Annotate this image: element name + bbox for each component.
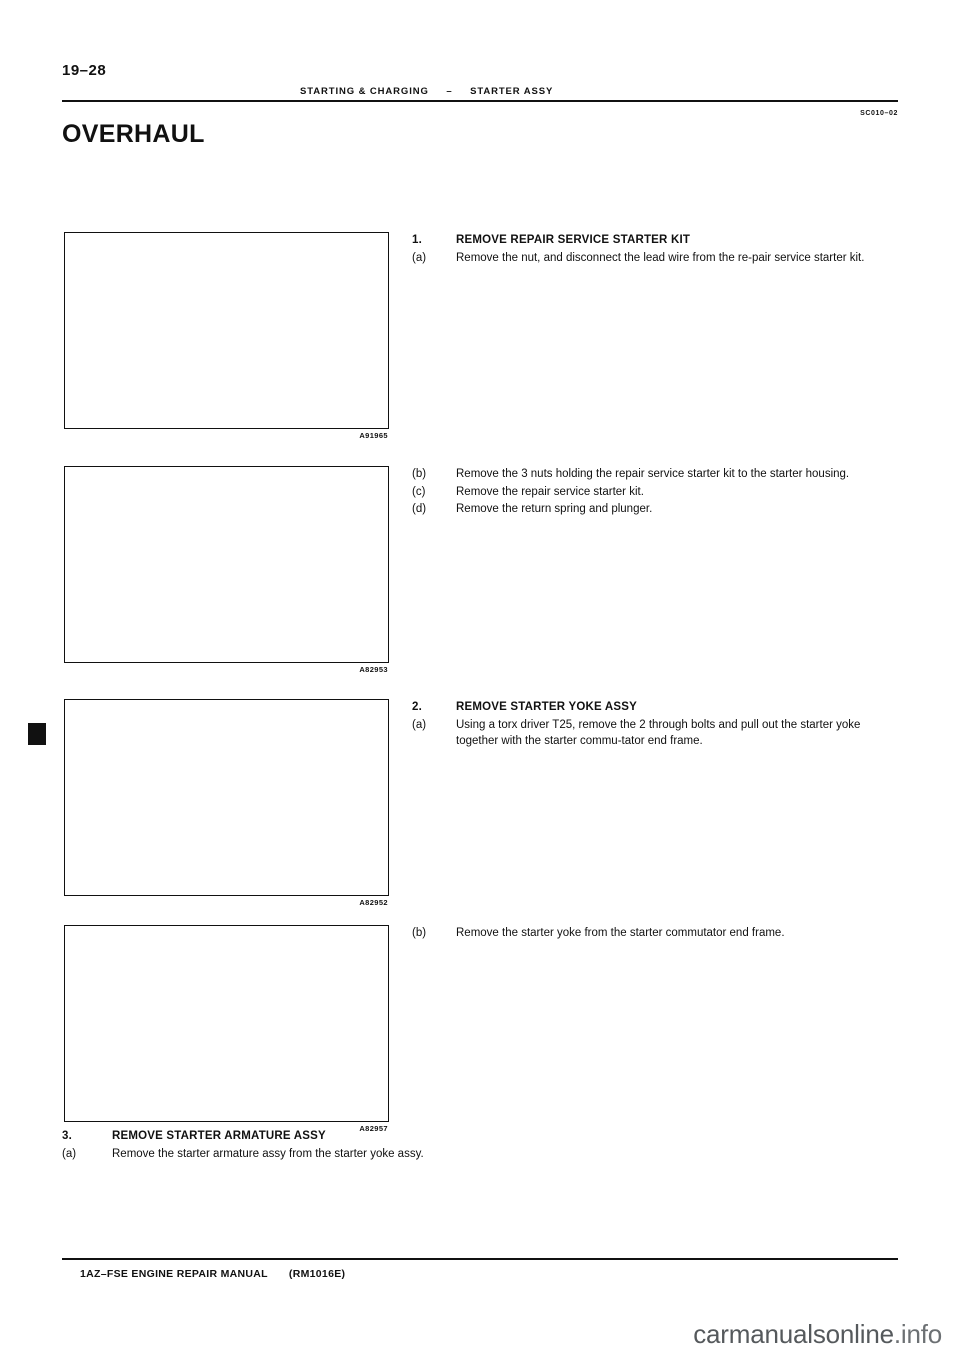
figure-torx-driver-through-bolts <box>64 699 389 907</box>
header-divider <box>62 100 898 102</box>
step-heading: REMOVE STARTER YOKE ASSY <box>456 701 637 713</box>
step-group-5 <box>62 1128 898 1163</box>
step-item-label: (c) <box>412 485 426 498</box>
header-breadcrumb <box>300 86 553 97</box>
step-item-row <box>412 466 898 483</box>
figure-id: A82953 <box>359 665 388 674</box>
step-item-label: (b) <box>412 927 427 939</box>
step-item-row <box>412 501 898 518</box>
step-item-text: Remove the nut, and disconnect the lead wire from the re-pair service starter kit. <box>456 251 865 264</box>
step-heading-row <box>412 699 898 716</box>
step-item-label: (b) <box>412 468 427 480</box>
document-code: SC010–02 <box>860 110 898 117</box>
figure-id: A91965 <box>359 431 388 440</box>
step-group-3 <box>412 699 898 751</box>
step-item-row <box>412 717 898 750</box>
step-item-text: Remove the starter yoke from the starter commutator end frame. <box>456 927 785 939</box>
step-item-row <box>412 484 898 501</box>
page-number: 19–28 <box>62 62 107 79</box>
step-item-row <box>412 925 898 942</box>
figure-starter-yoke-removal <box>64 925 389 1133</box>
step-item-label: (a) <box>62 1147 77 1160</box>
step-number: 3. <box>62 1130 72 1142</box>
section-margin-tab <box>28 723 46 745</box>
step-item-text: Remove the return spring and plunger. <box>456 503 653 515</box>
breadcrumb-section: STARTING & CHARGING <box>300 86 429 97</box>
step-item-label: (a) <box>412 718 427 731</box>
step-group-4 <box>412 925 898 943</box>
step-item-row <box>62 1146 898 1163</box>
step-item-text: Remove the 3 nuts holding the repair service starter kit to the starter housing. <box>456 468 850 480</box>
step-item-row <box>412 250 898 267</box>
watermark-tld: .info <box>893 1319 942 1349</box>
breadcrumb-subsection: STARTER ASSY <box>470 86 554 97</box>
footer-divider <box>62 1258 898 1260</box>
site-watermark <box>693 1319 942 1350</box>
figure-repair-service-starter-kit-nuts <box>64 466 389 674</box>
step-heading-row <box>62 1128 898 1145</box>
figure-id: A82957 <box>359 1124 388 1133</box>
step-item-label: (d) <box>412 503 427 515</box>
breadcrumb-separator: – <box>446 86 453 97</box>
step-item-text: Using a torx driver T25, remove the 2 through bolts and pull out the starter yoke together with the starter commu-tator end frame. <box>456 718 861 747</box>
step-number: 1. <box>412 234 422 246</box>
step-item-label: (a) <box>412 251 427 264</box>
watermark-main: carmanualsonline <box>693 1319 894 1349</box>
step-heading: REMOVE REPAIR SERVICE STARTER KIT <box>456 234 691 246</box>
step-group-1 <box>412 232 898 267</box>
footer <box>80 1268 345 1280</box>
figure-id: A82952 <box>359 898 388 907</box>
step-item-text: Remove the starter armature assy from the starter yoke assy. <box>112 1147 424 1160</box>
footer-publication-number: (RM1016E) <box>288 1268 346 1280</box>
step-item-text: Remove the repair service starter kit. <box>456 485 644 498</box>
step-heading-row <box>412 232 898 249</box>
figure-starter-kit-lead-wire <box>64 232 389 440</box>
page-title: OVERHAUL <box>62 120 205 148</box>
step-group-2 <box>412 466 898 519</box>
footer-manual-name: 1AZ–FSE ENGINE REPAIR MANUAL <box>80 1268 268 1280</box>
step-heading: REMOVE STARTER ARMATURE ASSY <box>112 1130 326 1142</box>
step-number: 2. <box>412 701 422 713</box>
